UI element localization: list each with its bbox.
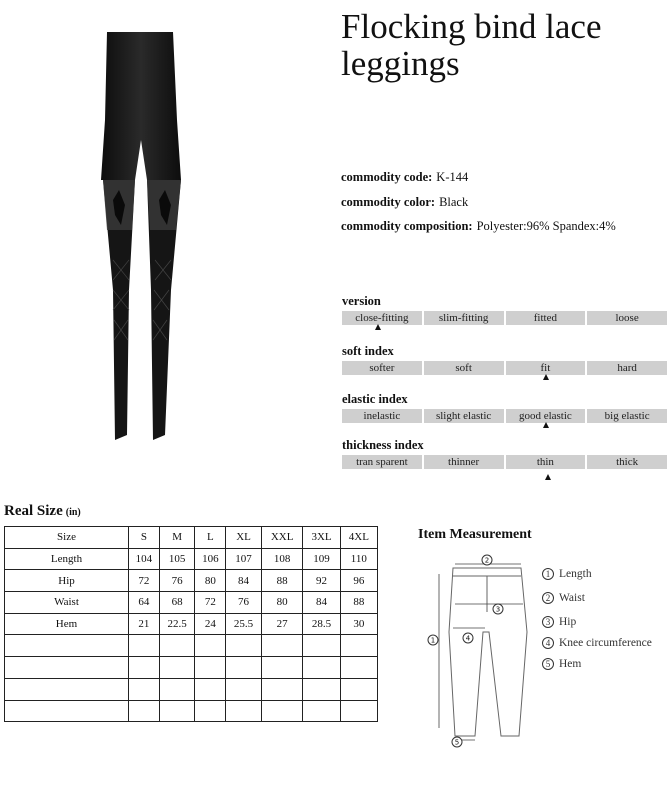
size-cell: 72 — [195, 592, 226, 614]
size-cell — [303, 635, 340, 657]
size-cell: 72 — [129, 570, 160, 592]
table-row — [5, 678, 378, 700]
size-cell: 92 — [303, 570, 340, 592]
index-option: slight elastic — [424, 409, 504, 423]
index-option: thick — [587, 455, 667, 469]
diagram-num: 2 — [484, 556, 490, 565]
index-option: fitted — [506, 311, 586, 325]
size-cell — [226, 700, 262, 722]
table-row — [5, 700, 378, 722]
leggings-photo — [95, 30, 185, 450]
size-cell: 84 — [303, 592, 340, 614]
size-cell: Waist — [5, 592, 129, 614]
table-row — [5, 570, 378, 592]
size-cell: 80 — [261, 592, 303, 614]
size-cell: 80 — [195, 570, 226, 592]
size-cell: 25.5 — [226, 613, 262, 635]
size-cell — [129, 700, 160, 722]
size-header-cell: Size — [5, 527, 129, 549]
real-size-unit: (in) — [65, 507, 81, 518]
index-option: inelastic — [342, 409, 422, 423]
size-cell: 105 — [159, 548, 195, 570]
product-title: Flocking bind lace leggings — [341, 7, 602, 83]
commodity-composition — [341, 219, 616, 234]
pants-diagram — [423, 552, 543, 752]
item-measurement-title: Item Measurement — [418, 527, 532, 542]
size-cell: 28.5 — [303, 613, 340, 635]
size-cell — [340, 700, 377, 722]
size-cell — [129, 635, 160, 657]
size-cell — [159, 657, 195, 679]
selected-marker-icon — [543, 422, 549, 428]
size-header-cell: L — [195, 527, 226, 549]
composition-value: Polyester:96% Spandex:4% — [476, 219, 616, 233]
size-cell: 24 — [195, 613, 226, 635]
size-cell — [195, 635, 226, 657]
index-option: fit — [506, 361, 586, 375]
size-cell — [129, 678, 160, 700]
size-cell: 107 — [226, 548, 262, 570]
size-cell: 96 — [340, 570, 377, 592]
color-label: commodity color: — [341, 195, 436, 209]
commodity-code — [341, 170, 468, 185]
size-header-cell: 4XL — [340, 527, 377, 549]
size-header-cell: XXL — [261, 527, 303, 549]
size-cell — [5, 700, 129, 722]
size-cell: 22.5 — [159, 613, 195, 635]
size-cell — [159, 635, 195, 657]
size-header-cell: S — [129, 527, 160, 549]
size-cell — [261, 700, 303, 722]
legend-item: 3 Hip — [542, 616, 576, 628]
size-cell — [195, 678, 226, 700]
size-header-cell: XL — [226, 527, 262, 549]
size-cell: 109 — [303, 548, 340, 570]
commodity-color — [341, 195, 468, 210]
size-cell — [129, 657, 160, 679]
index-option: hard — [587, 361, 667, 375]
size-cell — [5, 678, 129, 700]
size-cell: 68 — [159, 592, 195, 614]
diagram-num: 5 — [454, 738, 460, 747]
index-option: tran sparent — [342, 455, 422, 469]
diagram-num: 3 — [495, 605, 501, 614]
composition-label: commodity composition: — [341, 219, 473, 233]
size-cell: 76 — [226, 592, 262, 614]
size-cell: 84 — [226, 570, 262, 592]
size-table — [4, 526, 378, 722]
table-row — [5, 592, 378, 614]
code-value: K-144 — [436, 170, 469, 184]
size-header-cell: 3XL — [303, 527, 340, 549]
size-cell — [303, 678, 340, 700]
index-bar — [342, 311, 667, 325]
index-option: softer — [342, 361, 422, 375]
size-cell — [340, 657, 377, 679]
index-option: good elastic — [506, 409, 586, 423]
size-cell: 30 — [340, 613, 377, 635]
index-title: thickness index — [342, 438, 424, 452]
size-cell — [340, 635, 377, 657]
real-size-label: Real Size — [4, 503, 63, 519]
size-cell: 21 — [129, 613, 160, 635]
index-bar — [342, 361, 667, 375]
table-row — [5, 613, 378, 635]
size-cell — [226, 678, 262, 700]
index-bar — [342, 455, 667, 469]
table-row — [5, 635, 378, 657]
index-bar — [342, 409, 667, 423]
diagram-num: 4 — [465, 634, 471, 643]
code-label: commodity code: — [341, 170, 433, 184]
index-option: big elastic — [587, 409, 667, 423]
size-cell — [195, 657, 226, 679]
size-header-row — [5, 527, 378, 549]
legend-item: 1 Length — [542, 568, 592, 580]
legend-item: 2 Waist — [542, 592, 585, 604]
size-cell: 27 — [261, 613, 303, 635]
index-title: version — [342, 294, 381, 308]
size-cell — [303, 700, 340, 722]
index-option: soft — [424, 361, 504, 375]
size-cell — [159, 678, 195, 700]
size-cell — [261, 678, 303, 700]
size-cell: 104 — [129, 548, 160, 570]
index-title: elastic index — [342, 392, 408, 406]
index-option: thinner — [424, 455, 504, 469]
size-cell: 64 — [129, 592, 160, 614]
table-row — [5, 657, 378, 679]
legend-item: 5 Hem — [542, 658, 581, 670]
selected-marker-icon — [543, 374, 549, 380]
size-header-cell: M — [159, 527, 195, 549]
selected-marker-icon — [375, 324, 381, 330]
size-cell: 76 — [159, 570, 195, 592]
size-cell — [5, 657, 129, 679]
size-cell: Hem — [5, 613, 129, 635]
size-cell: 108 — [261, 548, 303, 570]
size-cell — [303, 657, 340, 679]
index-option: slim-fitting — [424, 311, 504, 325]
diagram-num: 1 — [430, 636, 436, 645]
selected-marker-icon — [545, 474, 551, 480]
color-value: Black — [439, 195, 469, 209]
index-option: thin — [506, 455, 586, 469]
size-cell — [5, 635, 129, 657]
size-cell: Hip — [5, 570, 129, 592]
size-cell — [226, 657, 262, 679]
size-cell: 110 — [340, 548, 377, 570]
size-cell: 106 — [195, 548, 226, 570]
size-cell — [226, 635, 262, 657]
index-option: close-fitting — [342, 311, 422, 325]
real-size-title — [4, 503, 81, 520]
size-cell — [340, 678, 377, 700]
size-cell: Length — [5, 548, 129, 570]
size-cell — [261, 635, 303, 657]
size-cell — [261, 657, 303, 679]
index-option: loose — [587, 311, 667, 325]
size-cell — [195, 700, 226, 722]
table-row — [5, 548, 378, 570]
size-cell — [159, 700, 195, 722]
size-cell: 88 — [261, 570, 303, 592]
legend-item: 4 Knee circumference — [542, 637, 652, 649]
index-title: soft index — [342, 344, 394, 358]
size-cell: 88 — [340, 592, 377, 614]
